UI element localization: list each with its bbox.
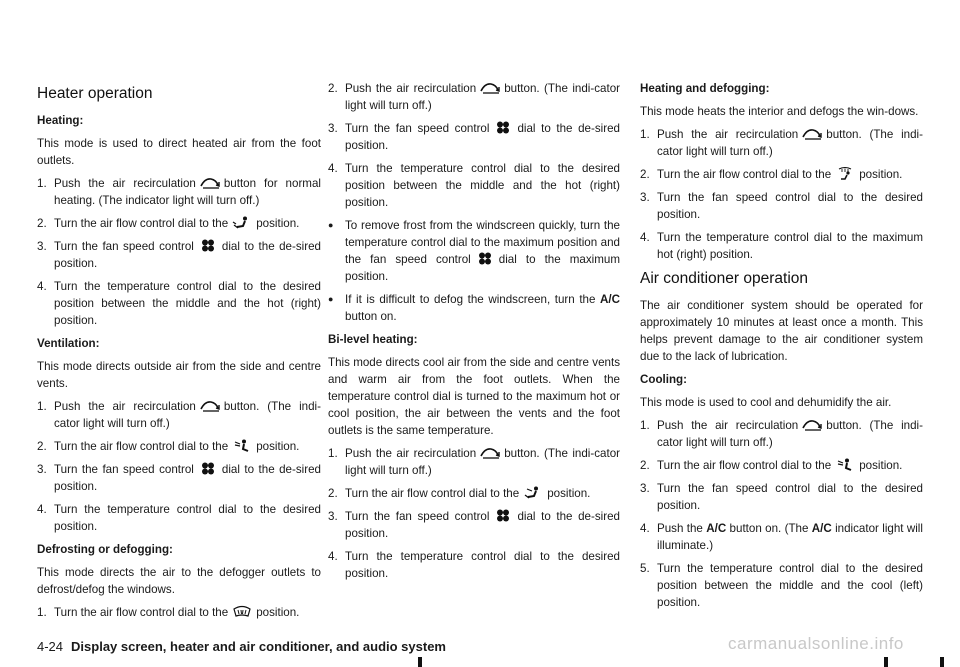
column-3 (640, 80, 923, 617)
ac-label: A/C (811, 522, 832, 535)
step-number: 2. (640, 459, 650, 472)
column-1 (37, 80, 321, 627)
bullet-text: If it is difficult to defog the windscreen, turn the (345, 293, 596, 306)
step-number: 2. (640, 168, 650, 181)
step-text-cont: position. (256, 440, 300, 453)
step-number: 2. (37, 440, 47, 453)
step-text-cont: dial to the de-sired position. (345, 510, 620, 540)
bilevel-step-4 (328, 548, 620, 582)
heating-intro: This mode is used to direct heated air from the foot outlets. (37, 137, 321, 167)
bilevel-icon (522, 486, 544, 499)
ventilation-step-3 (37, 461, 321, 495)
heating-step-1 (37, 175, 321, 209)
bullet-icon: ● (328, 294, 334, 304)
heating-step-2 (37, 215, 321, 232)
step-text: Push the air recirculation (657, 128, 799, 141)
step-text: Turn the temperature control dial to the desired position between the middle and the hot (right) position. (54, 280, 321, 327)
step-text-cont: button for normal heating. (The indicator light will turn off.) (54, 177, 321, 207)
recirculation-icon (479, 446, 501, 459)
step-text: Turn the fan speed control dial to the desired position. (657, 482, 923, 512)
step-text: Turn the temperature control dial to the desired position between the middle and the hot (right) position. (345, 162, 620, 209)
recirculation-icon (801, 418, 823, 431)
step-number: 1. (37, 606, 47, 619)
fan-icon (492, 509, 514, 522)
step-number: 1. (37, 400, 47, 413)
step-text-cont: button on. (The (729, 522, 809, 535)
heating-step-4 (37, 278, 321, 329)
defrost-step-4 (328, 160, 620, 211)
step-text-end: indicator light will illuminate.) (657, 522, 923, 552)
step-text: Turn the fan speed control (345, 510, 490, 523)
step-text-cont: position. (859, 459, 903, 472)
recirculation-icon (479, 81, 501, 94)
step-text: Push the (657, 522, 703, 535)
heading-heating-defogging: Heating and defogging: (640, 82, 770, 95)
fan-icon (197, 239, 219, 252)
section-title-air-conditioner: Air conditioner operation (640, 270, 809, 287)
step-text-cont: position. (547, 487, 591, 500)
step-number: 4. (328, 550, 338, 563)
defrost-intro: This mode directs the air to the defogger outlets to defrost/defog the windows. (37, 566, 321, 596)
foot-outlet-icon (231, 216, 253, 229)
step-text: Turn the temperature control dial to the desired position between the middle and the cool (left) position. (657, 562, 923, 609)
step-number: 1. (37, 177, 47, 190)
bilevel-step-1 (328, 445, 620, 479)
cooling-step-5 (640, 560, 923, 611)
heading-ventilation: Ventilation: (37, 337, 100, 350)
step-text-cont: dial to the de-sired position. (345, 122, 620, 152)
step-text: Turn the air flow control dial to the (54, 217, 229, 230)
ac-label: A/C (706, 522, 727, 535)
step-text: Push the air recirculation (657, 419, 799, 432)
step-number: 3. (328, 122, 338, 135)
hd-step-1 (640, 126, 923, 160)
ventilation-step-2 (37, 438, 321, 455)
bullet-text-cont: button on. (345, 310, 397, 323)
step-text: Push the air recirculation (345, 82, 477, 95)
step-text-cont: position. (859, 168, 903, 181)
step-number: 3. (640, 482, 650, 495)
step-number: 4. (37, 503, 47, 516)
bullet-ac-defog (328, 291, 620, 325)
bilevel-step-3 (328, 508, 620, 542)
foot-defrost-icon (834, 167, 856, 180)
step-text-cont: button. (The indi-cator light will turn off.) (657, 419, 923, 449)
step-number: 4. (640, 231, 650, 244)
recirculation-icon (801, 127, 823, 140)
step-number: 1. (328, 447, 338, 460)
step-text-cont: button. (The indi-cator light will turn off.) (345, 82, 620, 112)
step-number: 5. (640, 562, 650, 575)
cooling-step-4 (640, 520, 923, 554)
step-text-cont: dial to the de-sired position. (54, 240, 321, 270)
recirculation-icon (199, 176, 221, 189)
cooling-step-3 (640, 480, 923, 514)
cooling-step-1 (640, 417, 923, 451)
step-number: 3. (37, 240, 47, 253)
defrost-step-3 (328, 120, 620, 154)
step-text-cont: button. (The indi-cator light will turn off.) (657, 128, 923, 158)
step-text-cont: position. (256, 217, 300, 230)
heading-defrosting: Defrosting or defogging: (37, 543, 173, 556)
recirculation-icon (199, 399, 221, 412)
ac-label: A/C (600, 293, 620, 306)
step-text: Turn the fan speed control (54, 240, 194, 253)
bullet-icon: ● (328, 220, 334, 230)
step-text-cont: dial to the de-sired position. (54, 463, 321, 493)
bullet-remove-frost (328, 217, 620, 285)
heading-heating: Heating: (37, 114, 84, 127)
step-text-cont: button. (The indi-cator light will turn off.) (54, 400, 321, 430)
step-number: 4. (640, 522, 650, 535)
step-text: Turn the air flow control dial to the (345, 487, 520, 500)
column-2 (328, 80, 620, 588)
step-text: Turn the air flow control dial to the (54, 440, 229, 453)
step-number: 2. (328, 487, 338, 500)
step-number: 3. (37, 463, 47, 476)
hd-step-2 (640, 166, 923, 183)
defrost-step-1 (37, 604, 321, 621)
step-text: Turn the temperature control dial to the desired position. (54, 503, 321, 533)
hd-intro: This mode heats the interior and defogs the win-dows. (640, 105, 919, 118)
step-text: Turn the fan speed control (54, 463, 194, 476)
heating-step-3 (37, 238, 321, 272)
fan-icon (492, 121, 514, 134)
step-number: 2. (328, 82, 338, 95)
ac-intro: The air conditioner system should be operated for approximately 10 minutes at least once a month. This helps prevent damage to the air conditioner system due to the lack of lubrication. (640, 299, 923, 363)
bilevel-intro: This mode directs cool air from the side and centre vents and warm air from the foot outlets. When the temperature control dial is turned to the maximum hot or cool position, the air between the vents and the foot outlets is the same temperature. (328, 356, 620, 437)
vent-icon (834, 458, 856, 471)
crop-mark (418, 657, 422, 667)
step-text: Turn the air flow control dial to the (657, 459, 832, 472)
heading-bilevel: Bi-level heating: (328, 333, 418, 346)
heading-cooling: Cooling: (640, 373, 688, 386)
watermark: carmanualsonline.info (728, 634, 904, 653)
crop-mark (884, 657, 888, 667)
cooling-intro: This mode is used to cool and dehumidify the air. (640, 396, 892, 409)
step-number: 2. (37, 217, 47, 230)
step-number: 1. (640, 419, 650, 432)
step-text: Turn the air flow control dial to the (54, 606, 229, 619)
step-text: Push the air recirculation (54, 400, 196, 413)
step-text: Turn the air flow control dial to the (657, 168, 832, 181)
bullet-text: To remove frost from the windscreen quickly, turn the temperature control dial to the maximum position and the fan speed control (345, 219, 620, 266)
ventilation-intro: This mode directs outside air from the side and centre vents. (37, 360, 321, 390)
step-text: Turn the temperature control dial to the desired position. (345, 550, 620, 580)
step-text: Turn the temperature control dial to the maximum hot (right) position. (657, 231, 923, 261)
step-text: Push the air recirculation (345, 447, 477, 460)
defrost-step-2 (328, 80, 620, 114)
step-number: 4. (37, 280, 47, 293)
bilevel-step-2 (328, 485, 620, 502)
step-text-cont: position. (256, 606, 300, 619)
cooling-step-2 (640, 457, 923, 474)
step-text-cont: button. (The indi-cator light will turn off.) (345, 447, 620, 477)
page-footer (37, 639, 446, 654)
hd-step-4 (640, 229, 923, 263)
ventilation-step-1 (37, 398, 321, 432)
fan-icon (197, 462, 219, 475)
ventilation-step-4 (37, 501, 321, 535)
crop-mark (940, 657, 944, 667)
step-number: 4. (328, 162, 338, 175)
chapter-title: Display screen, heater and air conditioner, and audio system (71, 639, 446, 654)
bullet-text-cont: dial to the maximum position. (345, 253, 620, 283)
step-number: 1. (640, 128, 650, 141)
fan-icon (474, 252, 496, 265)
step-text: Push the air recirculation (54, 177, 196, 190)
hd-step-3 (640, 189, 923, 223)
step-text: Turn the fan speed control dial to the desired position. (657, 191, 923, 221)
defrost-icon (231, 605, 253, 618)
vent-icon (231, 439, 253, 452)
section-title-heater-operation: Heater operation (37, 85, 153, 102)
step-number: 3. (328, 510, 338, 523)
step-number: 3. (640, 191, 650, 204)
page-number: 4-24 (37, 639, 64, 654)
step-text: Turn the fan speed control (345, 122, 490, 135)
